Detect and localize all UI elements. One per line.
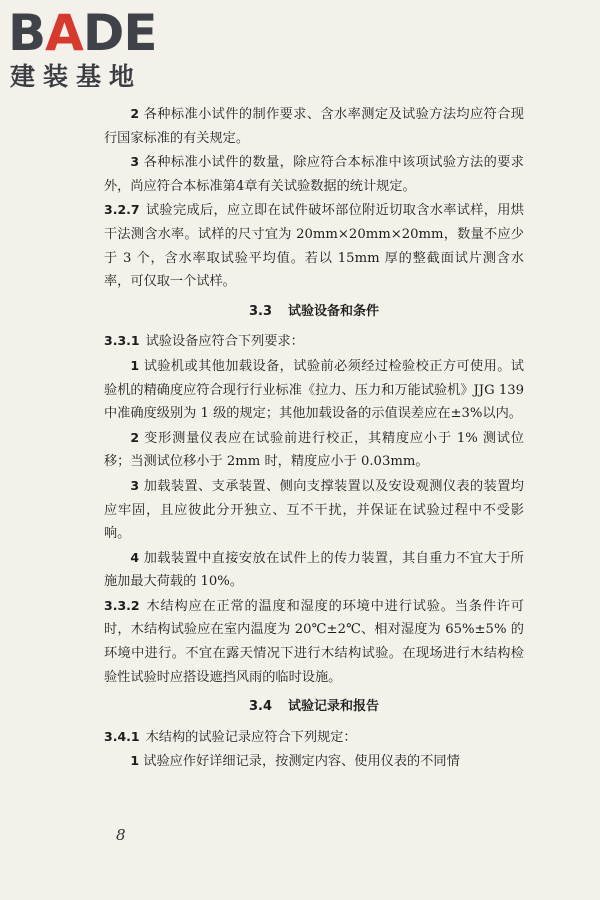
document-body bbox=[104, 102, 524, 774]
item-paragraph: 3 加载装置、支承装置、侧向支撑装置以及安设观测仪表的装置均应牢固，且应彼此分开独立、互不干扰，并保证在试验过程中不受影响。 bbox=[104, 477, 524, 542]
clause-3-4-1: 3.4.1 木结构的试验记录应符合下列规定： bbox=[104, 728, 357, 745]
section-heading-3-4: 3.4 试验记录和报告 bbox=[248, 699, 380, 715]
logo-subtitle: 建装基地 bbox=[10, 62, 143, 91]
logo-wordmark: BADE bbox=[8, 4, 157, 62]
item-paragraph: 4 加载装置中直接安放在试件上的传力装置，其自重力不宜大于所施加最大荷载的 10%。 bbox=[104, 549, 524, 590]
clause-3-2-7: 3.2.7 试验完成后，应立即在试件破坏部位附近切取含水率试样，用烘干法测含水率。试样的尺寸宜为 20mm×20mm×20mm，数量不应少于 3 个，含水率取试验平均值。若以 15mm 厚的整截面试片测含水率，可仅取一个试样。 bbox=[104, 202, 524, 290]
item-paragraph: 2 各种标准小试件的制作要求、含水率测定及试验方法均应符合现行国家标准的有关规定。 bbox=[104, 106, 524, 146]
section-heading-3-3: 3.3 试验设备和条件 bbox=[248, 303, 380, 319]
item-paragraph: 3 各种标准小试件的数量，除应符合本标准中该项试验方法的要求外，尚应符合本标准第4章有关试验数据的统计规定。 bbox=[104, 154, 524, 194]
item-paragraph: 1 试验应作好详细记录，按测定内容、使用仪表的不同情 bbox=[130, 753, 460, 770]
page-number: 8 bbox=[116, 826, 126, 844]
bade-logo bbox=[8, 4, 178, 94]
clause-3-3-1: 3.3.1 试验设备应符合下列要求： bbox=[104, 333, 304, 350]
clause-3-3-2: 3.3.2 木结构应在正常的温度和湿度的环境中进行试验。当条件许可时，木结构试验应在室内温度为 20℃±2℃、相对湿度为 65%±5% 的环境中进行。不宜在露天情况下进行木结构试验。在现场进行木结构检验性试验时应搭设遮挡风雨的临时设施。 bbox=[104, 597, 524, 685]
item-paragraph: 1 试验机或其他加载设备，试验前必须经过检验校正方可使用。试验机的精确度应符合现行行业标准《拉力、压力和万能试验机》JJG 139 中准确度级别为 1 级的规定；其他加载设备的示值误差应在±3%以内。 bbox=[104, 357, 524, 422]
item-paragraph: 2 变形测量仪表应在试验前进行校正，其精度应小于 1% 测试位移；当测试位移小于 2mm 时，精度应小于 0.03mm。 bbox=[104, 429, 524, 470]
